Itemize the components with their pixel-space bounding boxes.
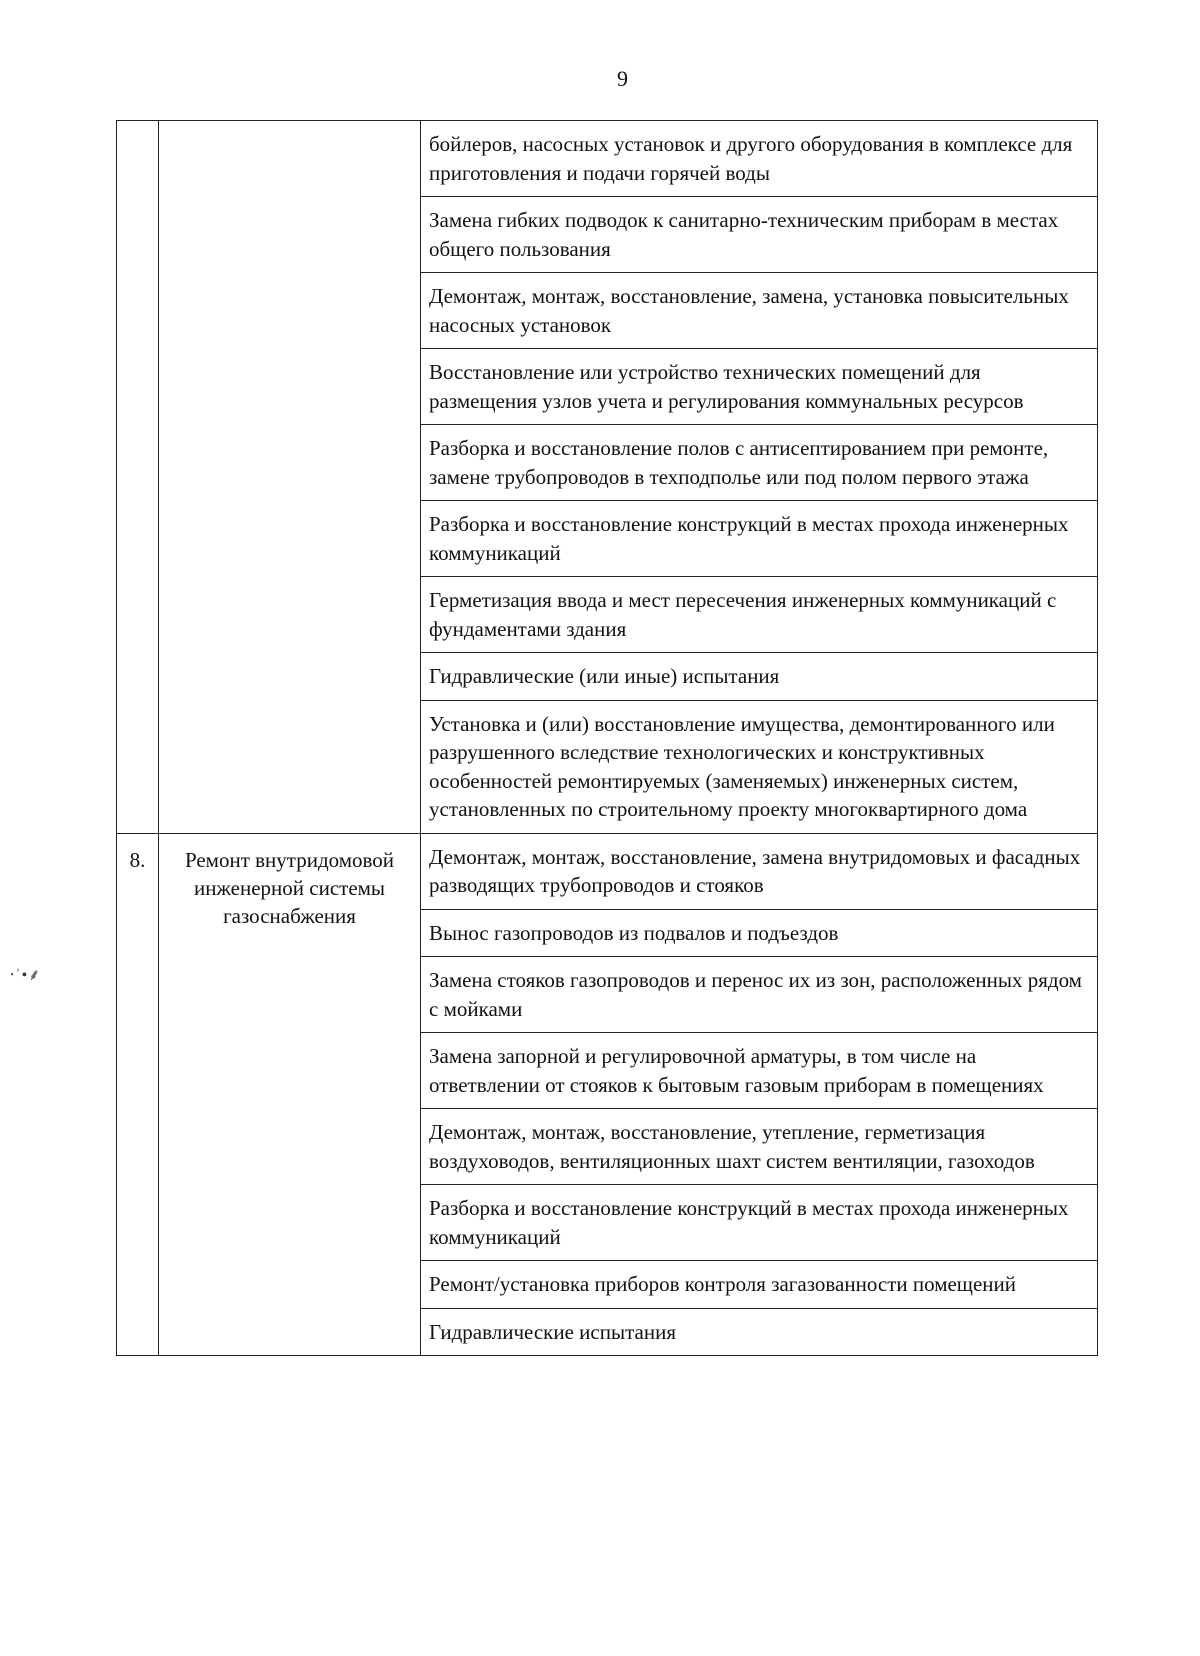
system-name-cell <box>159 121 421 833</box>
table-group-gas-supply <box>117 833 1097 1356</box>
work-item: Замена стояков газопроводов и перенос их из зон, расположенных рядом с мойками <box>421 956 1097 1032</box>
works-list <box>421 121 1097 833</box>
row-number-cell <box>117 121 159 833</box>
work-item: Замена запорной и регулировочной арматуры, в том числе на ответвлении от стояков к бытовым газовым приборам в помещениях <box>421 1032 1097 1108</box>
work-item: Восстановление или устройство технических помещений для размещения узлов учета и регулирования коммунальных ресурсов <box>421 348 1097 424</box>
work-item: Демонтаж, монтаж, восстановление, замена внутридомовых и фасадных разводящих трубопроводов и стояков <box>429 844 1081 897</box>
page-number: 9 <box>617 66 628 91</box>
system-name-cell: Ремонт внутридомовой инженерной системы газоснабжения <box>159 834 421 1356</box>
work-item: Замена гибких подводок к санитарно-техническим приборам в местах общего пользования <box>421 196 1097 272</box>
table-group-continuation <box>117 121 1097 833</box>
work-item: Гидравлические испытания <box>421 1308 1097 1356</box>
works-table <box>116 120 1098 1356</box>
work-item: бойлеров, насосных установок и другого оборудования в комплексе для приготовления и подачи горячей воды <box>429 132 1073 185</box>
works-list <box>421 834 1097 1356</box>
work-item: Разборка и восстановление полов с антисептированием при ремонте, замене трубопроводов в техподполье или под полом первого этажа <box>421 424 1097 500</box>
work-item: Установка и (или) восстановление имущества, демонтированного или разрушенного вследствие технологических и конструктивных особенностей ремонтируемых (заменяемых) инженерных систем, установленных по строительному проекту многоквартирного дома <box>421 700 1097 833</box>
work-item: Демонтаж, монтаж, восстановление, замена, установка повысительных насосных установок <box>421 272 1097 348</box>
work-item: Вынос газопроводов из подвалов и подъездов <box>421 909 1097 957</box>
work-item: Разборка и восстановление конструкций в местах прохода инженерных коммуникаций <box>421 500 1097 576</box>
margin-scan-mark: ⸱ʾ•⸙ <box>10 967 42 984</box>
work-item: Ремонт/установка приборов контроля загазованности помещений <box>421 1260 1097 1308</box>
work-item: Демонтаж, монтаж, восстановление, утепление, герметизация воздуховодов, вентиляционных шахт систем вентиляции, газоходов <box>421 1108 1097 1184</box>
work-item: Разборка и восстановление конструкций в местах прохода инженерных коммуникаций <box>421 1184 1097 1260</box>
work-item: Герметизация ввода и мест пересечения инженерных коммуникаций с фундаментами здания <box>421 576 1097 652</box>
work-item: Гидравлические (или иные) испытания <box>421 652 1097 700</box>
row-number-cell: 8. <box>117 834 159 1356</box>
